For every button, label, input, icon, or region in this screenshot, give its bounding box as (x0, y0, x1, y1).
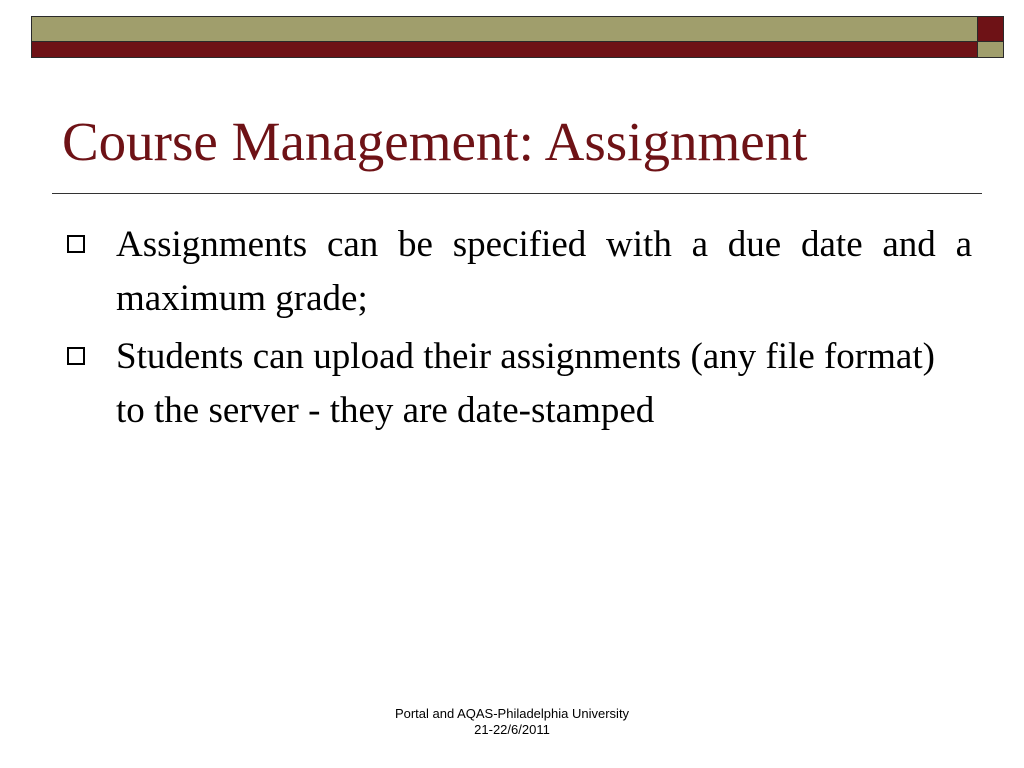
bullet-list (67, 218, 972, 442)
header-corner-olive (977, 41, 1004, 58)
bullet-text: Assignments can be specified with a due date and a maximum grade; (116, 224, 972, 319)
title-divider (52, 193, 982, 194)
header-band-maroon (31, 41, 978, 58)
footer-line-1: Portal and AQAS-Philadelphia University (394, 706, 630, 721)
header-band-olive (31, 16, 978, 42)
footer-line-2: 21-22/6/2011 (474, 722, 550, 737)
slide-title: Course Management: Assignment (62, 111, 808, 172)
bullet-item (67, 218, 972, 326)
bullet-text: Students can upload their assignments (any file format) to the server - they are date-stamped (116, 336, 935, 431)
slide-footer (312, 706, 712, 738)
hollow-square-bullet-icon (67, 235, 85, 253)
hollow-square-bullet-icon (67, 347, 85, 365)
bullet-item (67, 330, 972, 438)
header-corner-maroon (977, 16, 1004, 42)
